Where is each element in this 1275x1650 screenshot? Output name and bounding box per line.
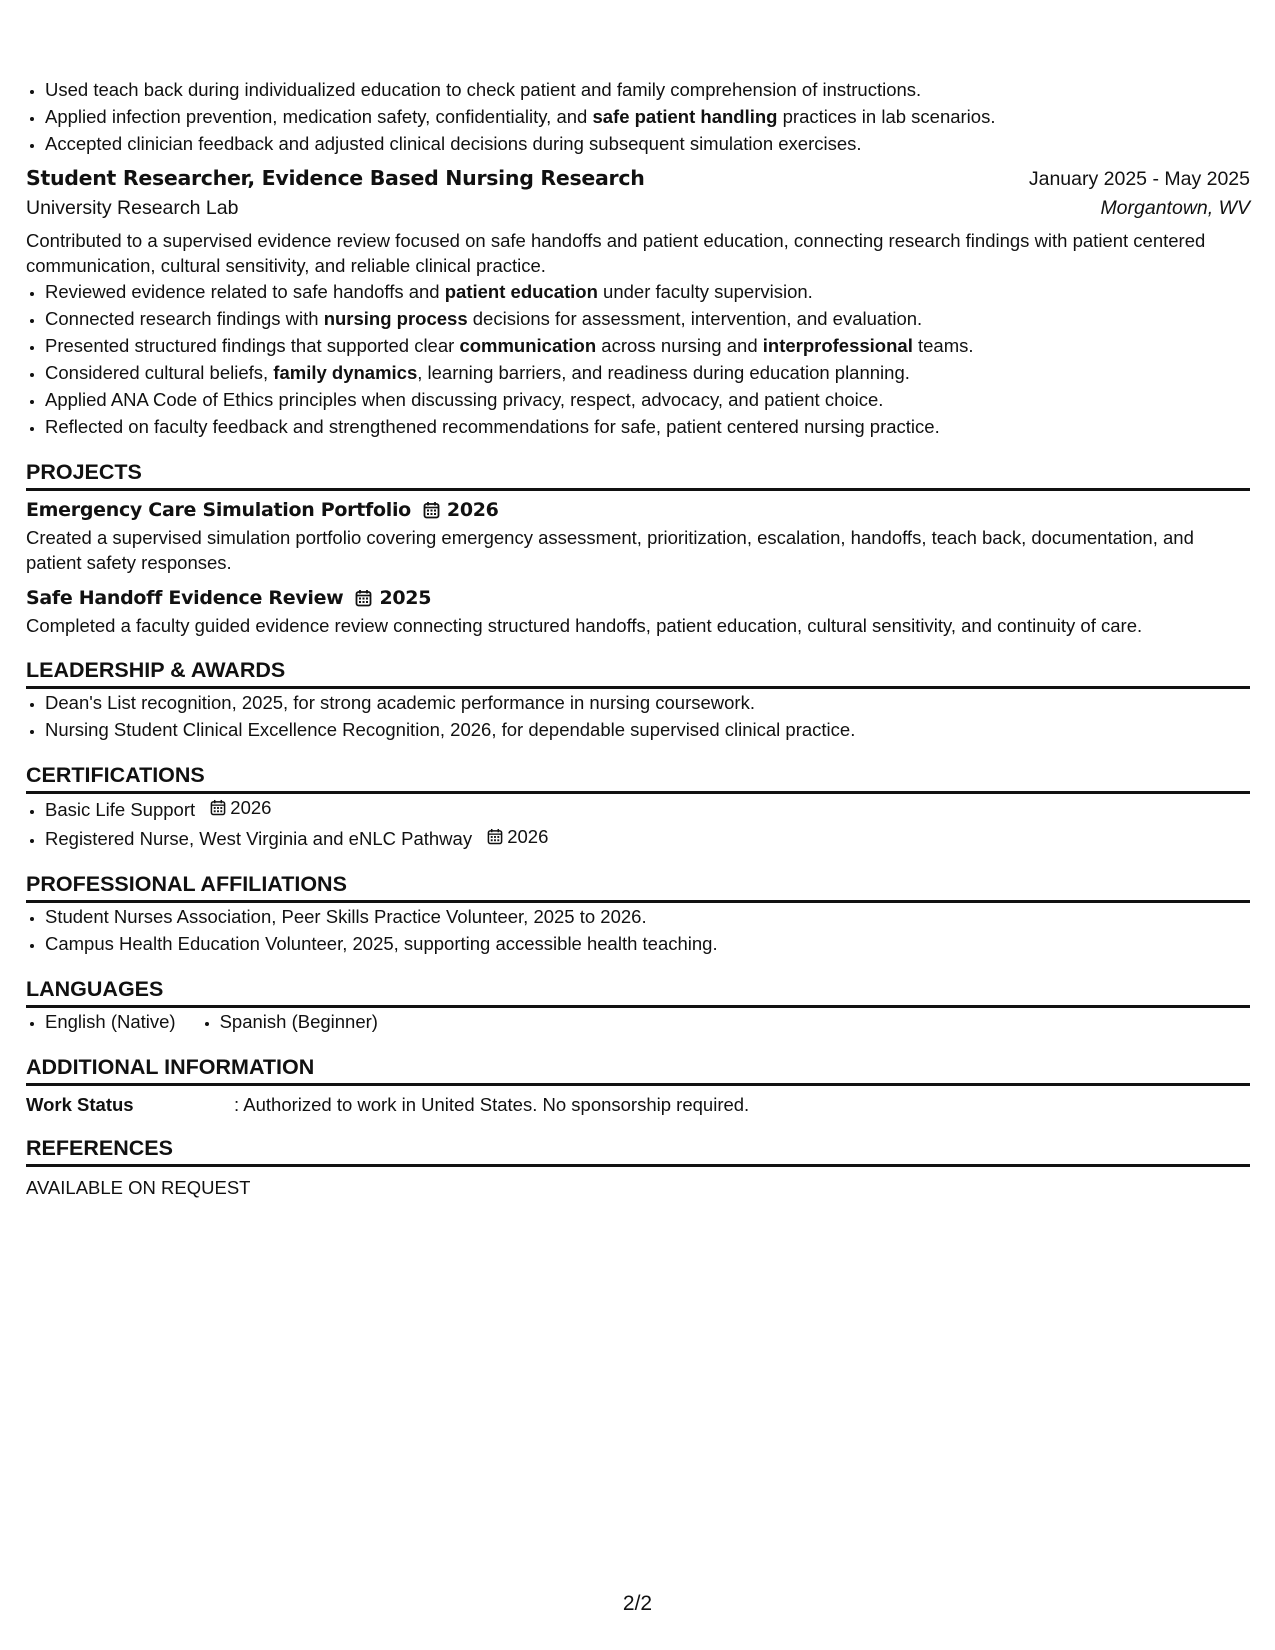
list-item: • Student Nurses Association, Peer Skills Practice Volunteer, 2025 to 2026. [45,903,1250,930]
languages-list [26,1008,1250,1035]
list-item [45,794,1250,823]
calendar-icon [423,501,440,519]
project-header [26,499,1250,521]
certifications-section [26,761,1250,852]
section-title: CERTIFICATIONS [26,761,1250,794]
certification-name: Basic Life Support [45,799,196,820]
list-item: • Presented structured findings that supported clear communication across nursing and interprofessional teams. [45,332,1250,359]
certification-year: 2026 [507,826,549,847]
list-item: • Applied infection prevention, medication safety, confidentiality, and safe patient handling practices in lab scenarios. [45,103,1250,130]
list-item: • Connected research findings with nursing process decisions for assessment, intervention, and evaluation. [45,305,1250,332]
section-title: PROFESSIONAL AFFILIATIONS [26,870,1250,903]
list-item: • Nursing Student Clinical Excellence Recognition, 2026, for dependable supervised clinical practice. [45,716,1250,743]
languages-section [26,975,1250,1035]
list-item [45,823,1250,852]
page-number: 2/2 [622,1592,653,1615]
list-item: • Spanish (Beginner) [220,1008,378,1035]
project-year: 2026 [446,499,499,521]
work-status-label: Work Status [26,1094,134,1115]
section-title: LANGUAGES [26,975,1250,1008]
list-item: • Applied ANA Code of Ethics principles when discussing privacy, respect, advocacy, and patient choice. [45,386,1250,413]
job-dates: January 2025 - May 2025 [1028,168,1250,190]
job-summary: Contributed to a supervised evidence review focused on safe handoffs and patient education, connecting research findings with patient centered communication, cultural sensitivity, and reliable clinical practice. [26,230,1206,276]
references-text: AVAILABLE ON REQUEST [26,1177,251,1198]
list-item: • Reflected on faculty feedback and strengthened recommendations for safe, patient centered nursing practice. [45,413,1250,440]
work-status-row [26,1094,1250,1116]
list-item: • Considered cultural beliefs, family dynamics, learning barriers, and readiness during education planning. [45,359,1250,386]
job-header [26,166,1250,191]
project-header [26,587,1250,609]
affiliations-section [26,870,1250,957]
references-section [26,1134,1250,1199]
project-name: Safe Handoff Evidence Review [26,587,344,609]
additional-information-section [26,1053,1250,1116]
list-item: • Accepted clinician feedback and adjusted clinical decisions during subsequent simulation exercises. [45,130,1250,157]
leadership-list [26,689,1250,743]
leadership-section [26,656,1250,743]
certifications-list [26,794,1250,852]
certification-name: Registered Nurse, West Virginia and eNLC Pathway [45,828,473,849]
resume-page [26,76,1250,1199]
list-item: • Campus Health Education Volunteer, 2025, supporting accessible health teaching. [45,930,1250,957]
affiliations-list [26,903,1250,957]
list-item: • Dean's List recognition, 2025, for strong academic performance in nursing coursework. [45,689,1250,716]
list-item: • English (Native) [45,1008,176,1035]
job-subheader [26,197,1250,220]
section-title: ADDITIONAL INFORMATION [26,1053,1250,1086]
project-description: Created a supervised simulation portfolio covering emergency assessment, prioritization, escalation, handoffs, teach back, documentation, and patient safety responses. [26,527,1194,573]
list-item: • Reviewed evidence related to safe handoffs and patient education under faculty supervision. [45,278,1250,305]
job-organization: University Research Lab [26,197,239,219]
project-name: Emergency Care Simulation Portfolio [26,499,411,521]
work-status-value: : Authorized to work in United States. No sponsorship required. [234,1094,750,1115]
job-title: Student Researcher, Evidence Based Nursing Research [26,166,645,190]
project-description: Completed a faculty guided evidence review connecting structured handoffs, patient education, cultural sensitivity, and continuity of care. [26,615,1143,636]
section-title: REFERENCES [26,1134,1250,1167]
certification-year: 2026 [230,797,272,818]
job-bullets [26,278,1250,440]
section-title: PROJECTS [26,458,1250,491]
calendar-icon [487,828,503,845]
list-item: • Used teach back during individualized education to check patient and family comprehension of instructions. [45,76,1250,103]
section-title: LEADERSHIP & AWARDS [26,656,1250,689]
calendar-icon [210,799,226,816]
job-location: Morgantown, WV [1100,197,1250,219]
project-year: 2025 [379,587,432,609]
projects-section [26,458,1250,638]
calendar-icon [355,589,372,607]
experience-bullets-continued [26,76,1250,157]
